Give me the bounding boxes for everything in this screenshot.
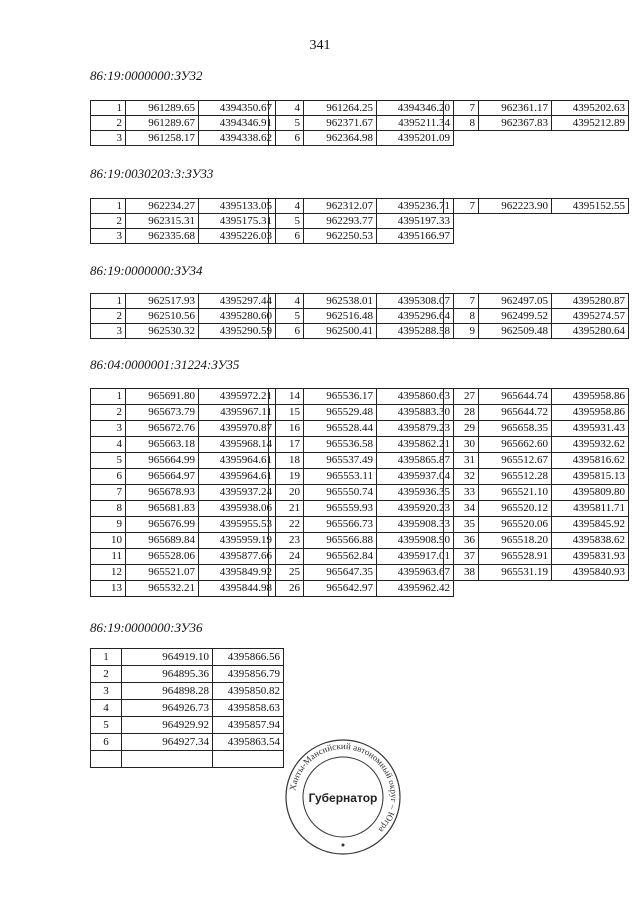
section-title: 86:19:0000000:ЗУ36 xyxy=(90,620,203,635)
table-row xyxy=(444,421,629,437)
table-row xyxy=(269,405,454,421)
x-coordinate-cell: 965663.18 xyxy=(126,437,199,453)
table-row xyxy=(269,549,454,565)
x-coordinate-cell: 965521.07 xyxy=(126,565,199,581)
coordinates-table xyxy=(90,198,276,244)
x-coordinate-cell: 965529.48 xyxy=(304,405,377,421)
y-coordinate-cell: 4395863.54 xyxy=(213,734,284,751)
table-row xyxy=(91,649,284,666)
point-number-cell: 19 xyxy=(269,469,304,485)
table-row xyxy=(269,131,454,146)
y-coordinate-cell: 4395850.82 xyxy=(213,683,284,700)
table-row xyxy=(91,533,276,549)
table-row xyxy=(269,517,454,533)
point-number-cell: 4 xyxy=(91,700,122,717)
table-row xyxy=(269,199,454,214)
table-row xyxy=(444,199,629,214)
point-number-cell: 3 xyxy=(91,324,126,339)
point-number-cell: 7 xyxy=(91,485,126,501)
point-number-cell: 9 xyxy=(444,324,479,339)
point-number-cell: 1 xyxy=(91,101,126,116)
x-coordinate-cell: 962530.32 xyxy=(126,324,199,339)
point-number-cell: 21 xyxy=(269,501,304,517)
coordinates-table xyxy=(443,388,629,581)
x-coordinate-cell: 962250.53 xyxy=(304,229,377,244)
x-coordinate-cell: 965658.35 xyxy=(479,421,552,437)
table-row xyxy=(91,469,276,485)
section-title: 86:19:0030203:3:ЗУ33 xyxy=(90,166,214,181)
table-row xyxy=(91,700,284,717)
x-coordinate-cell: 965532.21 xyxy=(126,581,199,597)
x-coordinate-cell: 961289.65 xyxy=(126,101,199,116)
table-row xyxy=(444,116,629,131)
x-coordinate-cell: 962499.52 xyxy=(479,309,552,324)
point-number-cell: 6 xyxy=(269,324,304,339)
point-number-cell: 6 xyxy=(269,131,304,146)
y-coordinate-cell: 4395877.66 xyxy=(199,549,276,565)
x-coordinate-cell: 965664.99 xyxy=(126,453,199,469)
x-coordinate-cell: 962500.41 xyxy=(304,324,377,339)
x-coordinate-cell: 962371.67 xyxy=(304,116,377,131)
section-title: 86:19:0000000:ЗУ34 xyxy=(90,263,203,278)
table-row xyxy=(91,751,284,768)
y-coordinate-cell: 4394346.20 xyxy=(377,101,454,116)
coordinates-table xyxy=(90,293,276,339)
point-number-cell: 1 xyxy=(91,199,126,214)
y-coordinate-cell: 4395932.62 xyxy=(552,437,629,453)
y-coordinate-cell: 4395838.62 xyxy=(552,533,629,549)
point-number-cell: 23 xyxy=(269,533,304,549)
x-coordinate-cell: 965662.60 xyxy=(479,437,552,453)
x-coordinate-cell: 965528.06 xyxy=(126,549,199,565)
y-coordinate-cell: 4395917.01 xyxy=(377,549,454,565)
y-coordinate-cell: 4395938.06 xyxy=(199,501,276,517)
table-row xyxy=(444,437,629,453)
y-coordinate-cell: 4395166.97 xyxy=(377,229,454,244)
stamp-ring-text: Ханты-Мансийский автономный округ – Югра xyxy=(287,740,400,835)
x-coordinate-cell: 965520.06 xyxy=(479,517,552,533)
table-row xyxy=(91,324,276,339)
y-coordinate-cell: 4395280.87 xyxy=(552,294,629,309)
y-coordinate-cell: 4395862.21 xyxy=(377,437,454,453)
y-coordinate-cell: 4395816.62 xyxy=(552,453,629,469)
point-number-cell: 31 xyxy=(444,453,479,469)
y-coordinate-cell: 4395936.35 xyxy=(377,485,454,501)
coordinates-table xyxy=(268,293,454,339)
x-coordinate-cell: 965689.84 xyxy=(126,533,199,549)
table-row xyxy=(91,294,276,309)
table-row xyxy=(444,517,629,533)
x-coordinate-cell: 961289.67 xyxy=(126,116,199,131)
point-number-cell: 7 xyxy=(444,101,479,116)
point-number-cell: 6 xyxy=(91,469,126,485)
x-coordinate-cell: 962516.48 xyxy=(304,309,377,324)
y-coordinate-cell: 4395175.31 xyxy=(199,214,276,229)
y-coordinate-cell: 4395866.56 xyxy=(213,649,284,666)
point-number-cell: 9 xyxy=(91,517,126,533)
table-row xyxy=(444,565,629,581)
point-number-cell: 20 xyxy=(269,485,304,501)
y-coordinate-cell: 4395226.03 xyxy=(199,229,276,244)
point-number-cell: 2 xyxy=(91,214,126,229)
table-row xyxy=(444,485,629,501)
x-coordinate-cell: 964895.36 xyxy=(122,666,213,683)
coordinates-table xyxy=(90,388,276,597)
point-number-cell: 5 xyxy=(269,309,304,324)
table-row xyxy=(91,501,276,517)
table-row xyxy=(444,533,629,549)
coordinates-table xyxy=(268,388,454,597)
table-row xyxy=(269,294,454,309)
coordinates-table xyxy=(443,293,629,339)
y-coordinate-cell: 4395297.44 xyxy=(199,294,276,309)
table-row xyxy=(444,453,629,469)
table-row xyxy=(91,309,276,324)
y-coordinate-cell: 4395831.93 xyxy=(552,549,629,565)
x-coordinate-cell: 965566.73 xyxy=(304,517,377,533)
point-number-cell: 3 xyxy=(91,229,126,244)
point-number-cell: 18 xyxy=(269,453,304,469)
x-coordinate-cell: 965644.72 xyxy=(479,405,552,421)
y-coordinate-cell: 4395296.64 xyxy=(377,309,454,324)
x-coordinate-cell: 962223.90 xyxy=(479,199,552,214)
x-coordinate-cell: 965647.35 xyxy=(304,565,377,581)
table-row xyxy=(269,101,454,116)
table-row xyxy=(269,324,454,339)
table-row xyxy=(91,101,276,116)
table-row xyxy=(444,309,629,324)
x-coordinate-cell: 962538.01 xyxy=(304,294,377,309)
point-number-cell: 10 xyxy=(91,533,126,549)
table-row xyxy=(91,565,276,581)
table-row xyxy=(269,565,454,581)
y-coordinate-cell: 4395856.79 xyxy=(213,666,284,683)
stamp-center-text: Губернатор xyxy=(308,791,378,805)
y-coordinate-cell: 4395288.58 xyxy=(377,324,454,339)
table-row xyxy=(444,324,629,339)
governor-stamp xyxy=(283,737,403,857)
point-number-cell: 25 xyxy=(269,565,304,581)
point-number-cell: 2 xyxy=(91,666,122,683)
x-coordinate-cell: 965550.74 xyxy=(304,485,377,501)
y-coordinate-cell: 4395920.23 xyxy=(377,501,454,517)
table-row xyxy=(444,101,629,116)
table-row xyxy=(91,116,276,131)
x-coordinate-cell: 965566.88 xyxy=(304,533,377,549)
x-coordinate-cell: 965681.83 xyxy=(126,501,199,517)
y-coordinate-cell: 4395967.11 xyxy=(199,405,276,421)
y-coordinate-cell xyxy=(213,751,284,768)
y-coordinate-cell: 4395883.30 xyxy=(377,405,454,421)
point-number-cell: 4 xyxy=(269,101,304,116)
y-coordinate-cell: 4395964.61 xyxy=(199,453,276,469)
point-number-cell: 8 xyxy=(91,501,126,517)
page-number: 341 xyxy=(309,38,331,53)
y-coordinate-cell: 4395931.43 xyxy=(552,421,629,437)
coordinates-table xyxy=(90,100,276,146)
table-row xyxy=(91,199,276,214)
y-coordinate-cell: 4395858.63 xyxy=(213,700,284,717)
point-number-cell: 6 xyxy=(91,734,122,751)
y-coordinate-cell: 4395937.04 xyxy=(377,469,454,485)
y-coordinate-cell: 4395849.92 xyxy=(199,565,276,581)
y-coordinate-cell: 4394338.62 xyxy=(199,131,276,146)
coordinates-table xyxy=(443,100,629,131)
y-coordinate-cell: 4395815.13 xyxy=(552,469,629,485)
point-number-cell: 33 xyxy=(444,485,479,501)
x-coordinate-cell: 962361.17 xyxy=(479,101,552,116)
y-coordinate-cell: 4395962.42 xyxy=(377,581,454,597)
point-number-cell: 2 xyxy=(91,116,126,131)
x-coordinate-cell: 965537.49 xyxy=(304,453,377,469)
point-number-cell: 4 xyxy=(269,199,304,214)
y-coordinate-cell: 4395152.55 xyxy=(552,199,629,214)
x-coordinate-cell: 965664.97 xyxy=(126,469,199,485)
point-number-cell: 1 xyxy=(91,649,122,666)
table-row xyxy=(91,485,276,501)
y-coordinate-cell: 4395809.80 xyxy=(552,485,629,501)
y-coordinate-cell: 4395860.63 xyxy=(377,389,454,405)
y-coordinate-cell: 4395968.14 xyxy=(199,437,276,453)
point-number-cell: 2 xyxy=(91,309,126,324)
y-coordinate-cell: 4395274.57 xyxy=(552,309,629,324)
point-number-cell: 26 xyxy=(269,581,304,597)
point-number-cell: 24 xyxy=(269,549,304,565)
x-coordinate-cell: 965642.97 xyxy=(304,581,377,597)
x-coordinate-cell: 962234.27 xyxy=(126,199,199,214)
x-coordinate-cell: 965691.80 xyxy=(126,389,199,405)
x-coordinate-cell: 962293.77 xyxy=(304,214,377,229)
table-row xyxy=(269,229,454,244)
x-coordinate-cell xyxy=(122,751,213,768)
point-number-cell: 1 xyxy=(91,294,126,309)
point-number-cell: 30 xyxy=(444,437,479,453)
table-row xyxy=(444,389,629,405)
coordinates-table xyxy=(268,100,454,146)
point-number-cell: 16 xyxy=(269,421,304,437)
point-number-cell: 27 xyxy=(444,389,479,405)
point-number-cell: 3 xyxy=(91,421,126,437)
x-coordinate-cell: 965676.99 xyxy=(126,517,199,533)
y-coordinate-cell: 4395955.53 xyxy=(199,517,276,533)
section-title: 86:19:0000000:ЗУ32 xyxy=(90,68,203,83)
x-coordinate-cell: 964919.10 xyxy=(122,649,213,666)
point-number-cell: 8 xyxy=(444,116,479,131)
point-number-cell: 5 xyxy=(269,116,304,131)
table-row xyxy=(444,469,629,485)
x-coordinate-cell: 962497.05 xyxy=(479,294,552,309)
point-number-cell: 5 xyxy=(91,717,122,734)
y-coordinate-cell: 4395865.87 xyxy=(377,453,454,469)
point-number-cell: 32 xyxy=(444,469,479,485)
table-row xyxy=(91,717,284,734)
x-coordinate-cell: 965553.11 xyxy=(304,469,377,485)
y-coordinate-cell: 4395908.90 xyxy=(377,533,454,549)
y-coordinate-cell: 4395879.23 xyxy=(377,421,454,437)
y-coordinate-cell: 4394346.91 xyxy=(199,116,276,131)
y-coordinate-cell: 4395958.86 xyxy=(552,405,629,421)
point-number-cell: 37 xyxy=(444,549,479,565)
x-coordinate-cell: 965528.91 xyxy=(479,549,552,565)
point-number-cell: 3 xyxy=(91,683,122,700)
table-row xyxy=(91,389,276,405)
point-number-cell: 7 xyxy=(444,199,479,214)
y-coordinate-cell: 4395202.63 xyxy=(552,101,629,116)
point-number-cell: 14 xyxy=(269,389,304,405)
y-coordinate-cell: 4395811.71 xyxy=(552,501,629,517)
point-number-cell: 3 xyxy=(91,131,126,146)
x-coordinate-cell: 965521.10 xyxy=(479,485,552,501)
x-coordinate-cell: 965559.93 xyxy=(304,501,377,517)
point-number-cell: 29 xyxy=(444,421,479,437)
x-coordinate-cell: 961258.17 xyxy=(126,131,199,146)
y-coordinate-cell: 4395290.59 xyxy=(199,324,276,339)
x-coordinate-cell: 965673.79 xyxy=(126,405,199,421)
table-row xyxy=(91,549,276,565)
x-coordinate-cell: 962335.68 xyxy=(126,229,199,244)
y-coordinate-cell: 4395201.09 xyxy=(377,131,454,146)
table-row xyxy=(269,116,454,131)
point-number-cell: 5 xyxy=(91,453,126,469)
y-coordinate-cell: 4395197.33 xyxy=(377,214,454,229)
table-row xyxy=(269,581,454,597)
x-coordinate-cell: 962312.07 xyxy=(304,199,377,214)
x-coordinate-cell: 965536.17 xyxy=(304,389,377,405)
table-row xyxy=(91,666,284,683)
point-number-cell: 7 xyxy=(444,294,479,309)
x-coordinate-cell: 962364.98 xyxy=(304,131,377,146)
y-coordinate-cell: 4395963.67 xyxy=(377,565,454,581)
y-coordinate-cell: 4395845.92 xyxy=(552,517,629,533)
y-coordinate-cell: 4395211.34 xyxy=(377,116,454,131)
table-row xyxy=(269,453,454,469)
table-row xyxy=(444,501,629,517)
table-row xyxy=(269,501,454,517)
coordinates-table xyxy=(90,648,284,768)
x-coordinate-cell: 965518.20 xyxy=(479,533,552,549)
point-number-cell: 34 xyxy=(444,501,479,517)
table-row xyxy=(91,214,276,229)
x-coordinate-cell: 965520.12 xyxy=(479,501,552,517)
x-coordinate-cell: 965536.58 xyxy=(304,437,377,453)
table-row xyxy=(444,549,629,565)
point-number-cell: 36 xyxy=(444,533,479,549)
x-coordinate-cell: 965512.28 xyxy=(479,469,552,485)
table-row xyxy=(269,533,454,549)
table-row xyxy=(91,131,276,146)
table-row xyxy=(269,469,454,485)
table-row xyxy=(91,405,276,421)
point-number-cell: 15 xyxy=(269,405,304,421)
y-coordinate-cell: 4395970.87 xyxy=(199,421,276,437)
table-row xyxy=(91,437,276,453)
y-coordinate-cell: 4395280.60 xyxy=(199,309,276,324)
x-coordinate-cell: 962315.31 xyxy=(126,214,199,229)
x-coordinate-cell: 961264.25 xyxy=(304,101,377,116)
point-number-cell: 4 xyxy=(91,437,126,453)
table-row xyxy=(91,734,284,751)
table-row xyxy=(269,485,454,501)
x-coordinate-cell: 965562.84 xyxy=(304,549,377,565)
x-coordinate-cell: 964927.34 xyxy=(122,734,213,751)
table-row xyxy=(91,453,276,469)
y-coordinate-cell: 4395844.98 xyxy=(199,581,276,597)
point-number-cell: 4 xyxy=(269,294,304,309)
table-row xyxy=(91,421,276,437)
y-coordinate-cell: 4395964.61 xyxy=(199,469,276,485)
y-coordinate-cell: 4395280.64 xyxy=(552,324,629,339)
point-number-cell: 12 xyxy=(91,565,126,581)
table-row xyxy=(91,229,276,244)
point-number-cell: 35 xyxy=(444,517,479,533)
y-coordinate-cell: 4395308.07 xyxy=(377,294,454,309)
table-row xyxy=(269,389,454,405)
point-number-cell: 13 xyxy=(91,581,126,597)
x-coordinate-cell: 962510.56 xyxy=(126,309,199,324)
y-coordinate-cell: 4395212.89 xyxy=(552,116,629,131)
table-row xyxy=(91,683,284,700)
x-coordinate-cell: 964898.28 xyxy=(122,683,213,700)
x-coordinate-cell: 962517.93 xyxy=(126,294,199,309)
x-coordinate-cell: 964926.73 xyxy=(122,700,213,717)
y-coordinate-cell: 4395908.33 xyxy=(377,517,454,533)
table-row xyxy=(91,581,276,597)
table-row xyxy=(444,405,629,421)
point-number-cell: 6 xyxy=(269,229,304,244)
point-number-cell: 5 xyxy=(269,214,304,229)
table-row xyxy=(269,421,454,437)
y-coordinate-cell: 4395840.93 xyxy=(552,565,629,581)
table-row xyxy=(91,517,276,533)
point-number-cell: 1 xyxy=(91,389,126,405)
coordinates-table xyxy=(268,198,454,244)
section-title: 86:04:0000001:31224:ЗУ35 xyxy=(90,357,240,372)
y-coordinate-cell: 4395133.05 xyxy=(199,199,276,214)
y-coordinate-cell: 4394350.67 xyxy=(199,101,276,116)
y-coordinate-cell: 4395959.19 xyxy=(199,533,276,549)
x-coordinate-cell: 965644.74 xyxy=(479,389,552,405)
x-coordinate-cell: 964929.92 xyxy=(122,717,213,734)
table-row xyxy=(269,214,454,229)
x-coordinate-cell: 965531.19 xyxy=(479,565,552,581)
y-coordinate-cell: 4395937.24 xyxy=(199,485,276,501)
x-coordinate-cell: 965678.93 xyxy=(126,485,199,501)
x-coordinate-cell: 965672.76 xyxy=(126,421,199,437)
coordinates-table xyxy=(443,198,629,214)
point-number-cell xyxy=(91,751,122,768)
point-number-cell: 22 xyxy=(269,517,304,533)
y-coordinate-cell: 4395972.21 xyxy=(199,389,276,405)
table-row xyxy=(444,294,629,309)
point-number-cell: 2 xyxy=(91,405,126,421)
table-row xyxy=(269,437,454,453)
x-coordinate-cell: 962509.48 xyxy=(479,324,552,339)
x-coordinate-cell: 965512.67 xyxy=(479,453,552,469)
y-coordinate-cell: 4395958.86 xyxy=(552,389,629,405)
point-number-cell: 28 xyxy=(444,405,479,421)
x-coordinate-cell: 962367.83 xyxy=(479,116,552,131)
point-number-cell: 38 xyxy=(444,565,479,581)
point-number-cell: 11 xyxy=(91,549,126,565)
point-number-cell: 8 xyxy=(444,309,479,324)
point-number-cell: 17 xyxy=(269,437,304,453)
table-row xyxy=(269,309,454,324)
y-coordinate-cell: 4395236.71 xyxy=(377,199,454,214)
y-coordinate-cell: 4395857.94 xyxy=(213,717,284,734)
x-coordinate-cell: 965528.44 xyxy=(304,421,377,437)
